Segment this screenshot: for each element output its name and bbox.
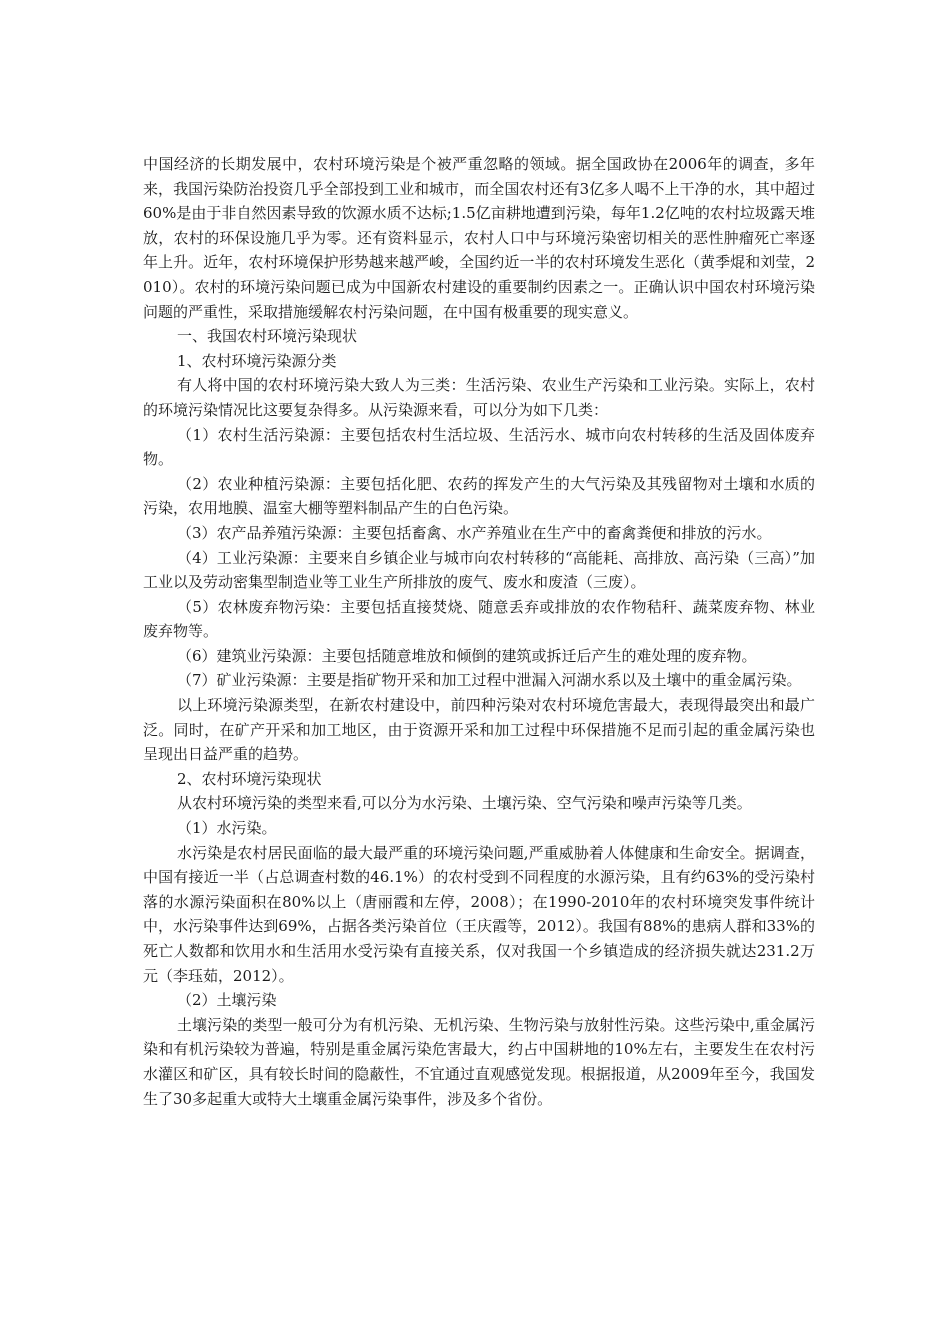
list-item: （2）农业种植污染源：主要包括化肥、农药的挥发产生的大气污染及其残留物对土壤和水质的污染，农用地膜、温室大棚等塑料制品产生的白色污染。	[143, 474, 815, 518]
item-heading-soil: （2）土壤污染	[177, 991, 277, 1010]
paragraph: 水污染是农村居民面临的最大最严重的环境污染问题,严重威胁着人体健康和生命安全。据调查，中国有接近一半（占总调查村数的46.1%）的农村受到不同程度的水源污染，且有约63%的受污染村落的水源污染面积在80%以上（唐丽霞和左停，2008）；在1990-2010年的农村环境突发事件统计中，水污染事件达到69%，占据各类污染首位（王庆霞等，2012）。我国有88%的患病人群和33%的死亡人数都和饮用水和生活用水受污染有直接关系，仅对我国一个乡镇造成的经济损失就达231.2万元（李珏茹，2012）。	[143, 843, 815, 985]
list-item: （6）建筑业污染源：主要包括随意堆放和倾倒的建筑或拆迁后产生的难处理的废弃物。	[177, 646, 757, 665]
list-item: （3）农产品养殖污染源：主要包括畜禽、水产养殖业在生产中的畜禽粪便和排放的污水。	[177, 523, 772, 542]
section-heading-1: 一、我国农村环境污染现状	[177, 327, 358, 346]
subsection-heading-2: 2、农村环境污染现状	[177, 769, 322, 788]
intro-paragraph: 中国经济的长期发展中，农村环境污染是个被严重忽略的领域。据全国政协在2006年的调查，多年来，我国污染防治投资几乎全部投到工业和城市，而全国农村还有3亿多人喝不上干净的水，其中超过60%是由于非自然因素导致的饮源水质不达标;1.5亿亩耕地遭到污染，每年1.2亿吨的农村垃圾露天堆放，农村的环保设施几乎为零。还有资料显示，农村人口中与环境污染密切相关的恶性肿瘤死亡率逐年上升。近年，农村环境保护形势越来越严峻，全国约近一半的农村环境发生恶化（黄季焜和刘莹，2010）。农村的环境污染问题已成为中国新农村建设的重要制约因素之一。正确认识中国农村环境污染问题的严重性，采取措施缓解农村污染问题，在中国有极重要的现实意义。	[143, 155, 815, 321]
document-page	[143, 152, 815, 1111]
list-item: （5）农林废弃物污染：主要包括直接焚烧、随意丢弃或排放的农作物秸秆、蔬菜废弃物、林业废弃物等。	[143, 597, 815, 641]
paragraph: 土壤污染的类型一般可分为有机污染、无机污染、生物污染与放射性污染。这些污染中,重金属污染和有机污染较为普遍，特别是重金属污染危害最大，约占中国耕地的10%左右，主要发生在农村污水灌区和矿区，具有较长时间的隐蔽性，不宜通过直观感觉发现。根据报道，从2009年至今，我国发生了30多起重大或特大土壤重金属污染事件，涉及多个省份。	[143, 1015, 815, 1108]
item-heading-water: （1）水污染。	[177, 819, 277, 838]
subsection-heading-1: 1、农村环境污染源分类	[177, 351, 337, 370]
list-item: （4）工业污染源：主要来自乡镇企业与城市向农村转移的“高能耗、高排放、高污染（三高）”加工业以及劳动密集型制造业等工业生产所排放的废气、废水和废渣（三废）。	[143, 548, 815, 592]
paragraph: 以上环境污染源类型，在新农村建设中，前四种污染对农村环境危害最大，表现得最突出和最广泛。同时，在矿产开采和加工地区，由于资源开采和加工过程中环保措施不足而引起的重金属污染也呈现出日益严重的趋势。	[143, 696, 815, 764]
paragraph: 有人将中国的农村环境污染大致人为三类：生活污染、农业生产污染和工业污染。实际上，农村的环境污染情况比这要复杂得多。从污染源来看，可以分为如下几类：	[143, 376, 815, 419]
paragraph: 从农村环境污染的类型来看,可以分为水污染、土壤污染、空气污染和噪声污染等几类。	[177, 794, 752, 813]
list-item: （7）矿业污染源：主要是指矿物开采和加工过程中泄漏入河湖水系以及土壤中的重金属污染。	[177, 671, 802, 690]
list-item: （1）农村生活污染源：主要包括农村生活垃圾、生活污水、城市向农村转移的生活及固体废弃物。	[143, 425, 815, 469]
